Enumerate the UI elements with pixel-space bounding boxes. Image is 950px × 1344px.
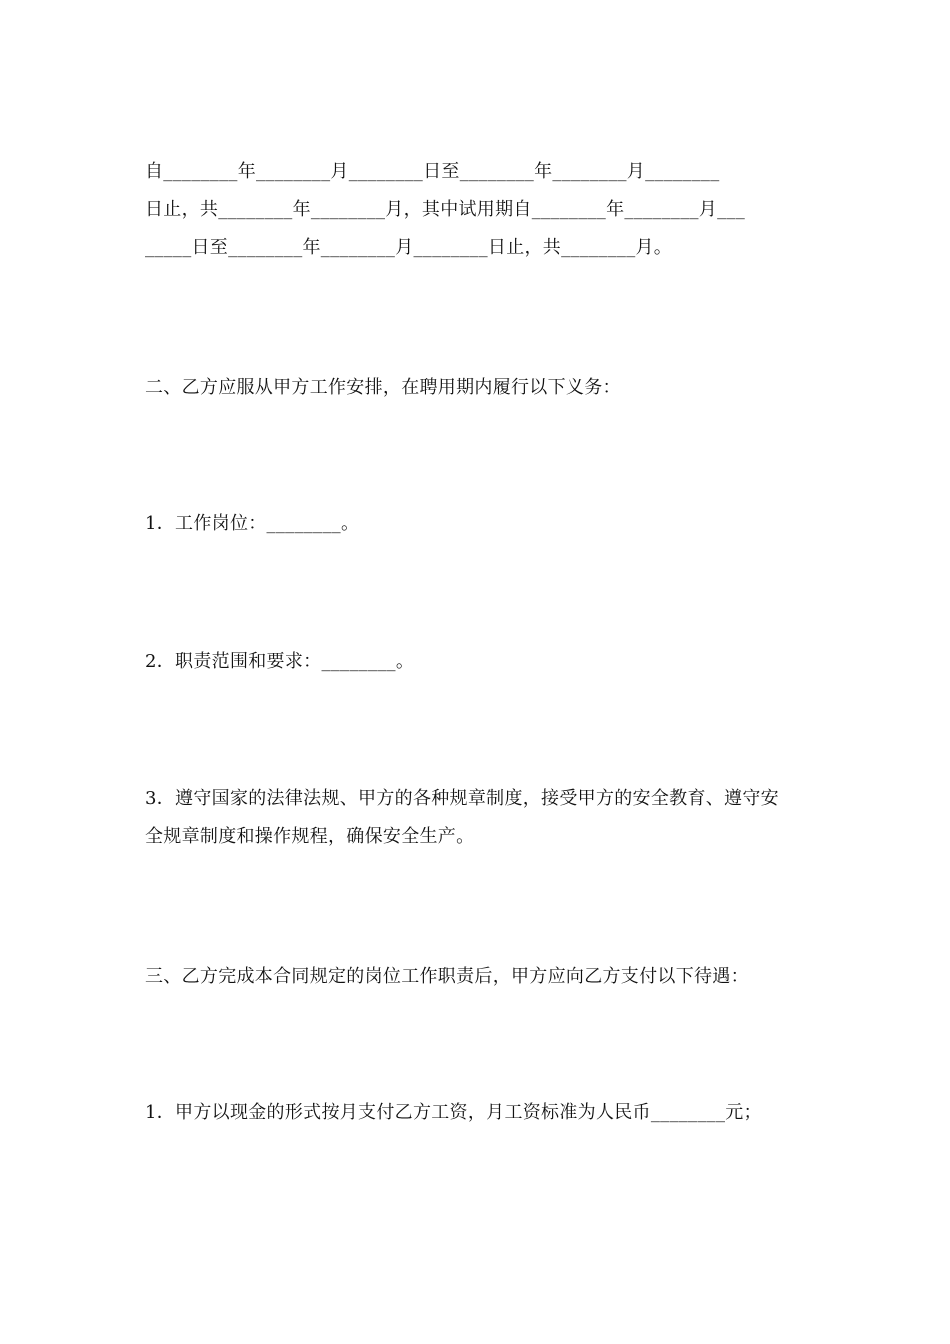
section-two-item-3-line-2: 全规章制度和操作规程，确保安全生产。 [145,826,475,847]
term-paragraph-line-2: 日止，共________年________月，其中试用期自________年________月___ [145,199,745,220]
term-paragraph-line-3: _____日至________年________月________日止，共________月。 [145,237,673,258]
section-two-item-3-line-1: 3．遵守国家的法律法规、甲方的各种规章制度，接受甲方的安全教育、遵守安 [145,788,779,809]
section-three-heading: 三、乙方完成本合同规定的岗位工作职责后，甲方应向乙方支付以下待遇： [145,966,749,987]
section-two-item-2: 2．职责范围和要求：________。 [145,651,415,672]
section-three-item-1: 1．甲方以现金的形式按月支付乙方工资，月工资标准为人民币________元； [145,1102,762,1123]
section-two-heading: 二、乙方应服从甲方工作安排，在聘用期内履行以下义务： [145,377,621,398]
section-two-item-1: 1．工作岗位：________。 [145,513,360,534]
term-paragraph-line-1: 自________年________月________日至________年________月________ [145,161,720,182]
